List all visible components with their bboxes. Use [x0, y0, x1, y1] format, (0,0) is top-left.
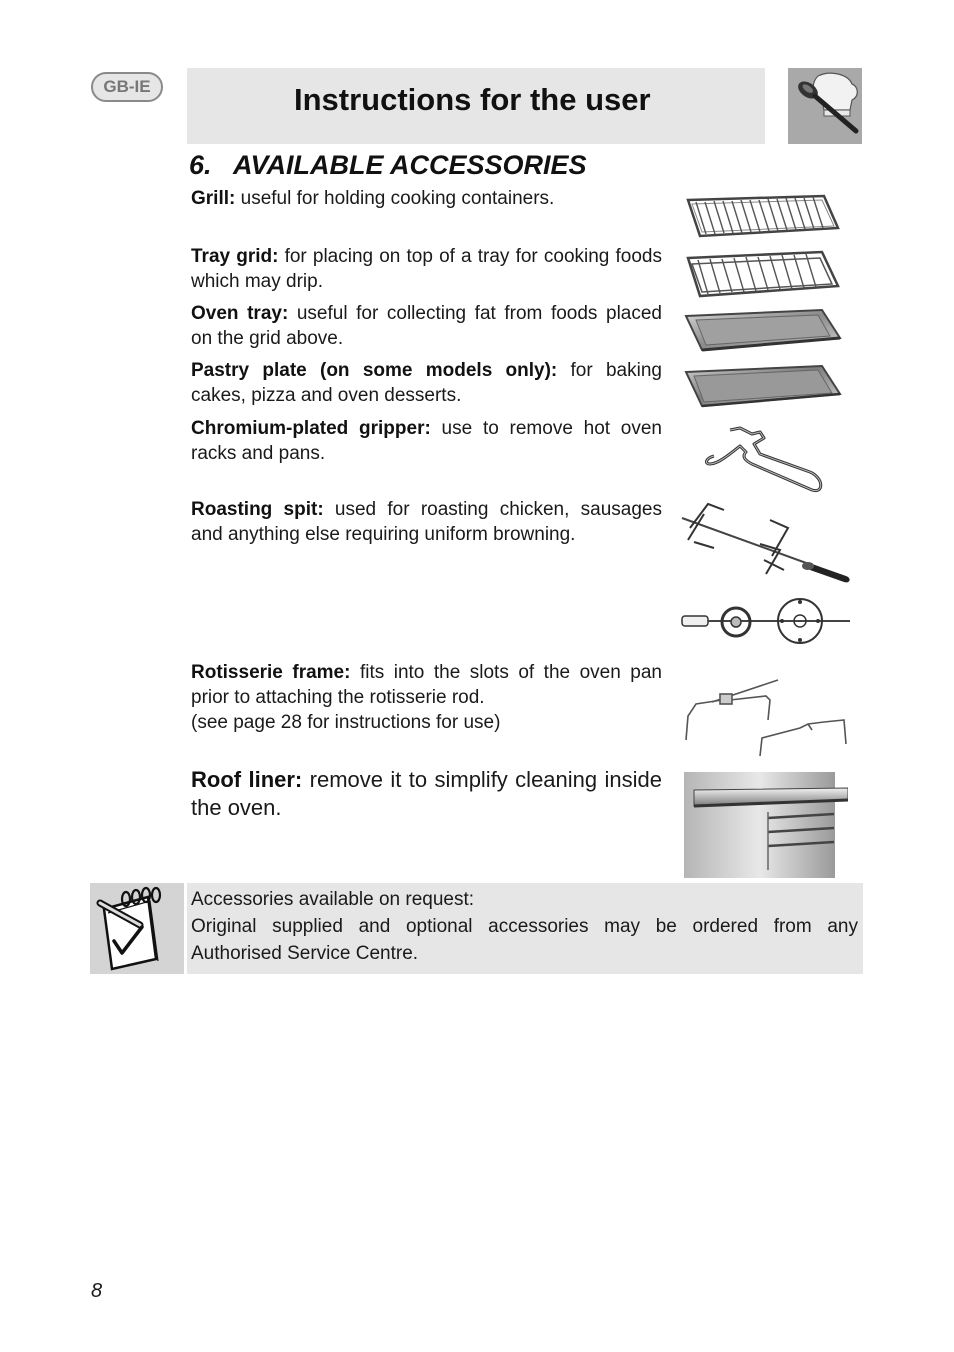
note-heading: Accessories available on request:	[191, 889, 475, 910]
accessory-desc: for placing on top of a tray for cooking foods which may drip.	[191, 246, 662, 292]
accessory-roof-liner	[191, 766, 662, 822]
section-heading	[189, 150, 587, 181]
page-title: Instructions for the user	[294, 82, 651, 117]
accessory-gripper	[191, 416, 662, 466]
accessory-name: Grill:	[191, 188, 236, 209]
section-title: AVAILABLE ACCESSORIES	[233, 150, 587, 180]
accessory-grill	[191, 186, 662, 211]
accessory-oven-tray	[191, 301, 662, 351]
oven-tray-image	[682, 306, 844, 356]
note-body: Original supplied and optional accessories may be ordered from any Authorised Service Centre.	[191, 916, 858, 964]
accessory-desc: fits into the slots of the oven pan prior to attaching the rotisserie rod.	[191, 662, 662, 708]
accessory-roasting-spit	[191, 497, 662, 547]
grill-image	[682, 192, 842, 240]
accessory-name: Roof liner:	[191, 767, 303, 792]
chef-spoon-icon	[788, 68, 862, 144]
accessory-desc: use to remove hot oven racks and pans.	[191, 418, 662, 464]
note-text	[191, 886, 858, 967]
accessory-desc: used for roasting chicken, sausages and anything else requiring uniform browning.	[191, 499, 662, 545]
accessory-name: Pastry plate (on some models only):	[191, 360, 558, 381]
roasting-spit-image	[680, 500, 852, 586]
pastry-plate-image	[682, 362, 844, 412]
accessory-name: Rotisserie frame:	[191, 662, 351, 683]
accessory-desc: for baking cakes, pizza and oven desserts.	[191, 360, 662, 406]
spit-forks-image	[680, 592, 852, 654]
roof-liner-image	[684, 772, 848, 878]
notepad-check-icon	[90, 883, 184, 974]
accessory-name: Roasting spit:	[191, 499, 324, 520]
tray-grid-image	[682, 248, 842, 300]
section-number: 6.	[189, 150, 212, 180]
accessory-desc: remove it to simplify cleaning inside the oven.	[191, 767, 662, 820]
accessory-name: Chromium-plated gripper:	[191, 418, 431, 439]
accessory-name: Tray grid:	[191, 246, 279, 267]
accessory-name: Oven tray:	[191, 303, 289, 324]
accessory-desc: useful for collecting fat from foods placed on the grid above.	[191, 303, 662, 349]
page-header	[187, 68, 765, 144]
rotisserie-frame-image	[682, 676, 852, 760]
note-divider	[184, 883, 187, 974]
accessory-desc: useful for holding cooking containers.	[235, 188, 555, 209]
accessory-note: (see page 28 for instructions for use)	[191, 712, 501, 733]
accessory-pastry-plate	[191, 358, 662, 408]
accessory-tray-grid	[191, 244, 662, 294]
gripper-image	[700, 424, 828, 498]
language-badge: GB-IE	[91, 72, 163, 102]
accessory-note-box	[90, 883, 863, 974]
page-number: 8	[91, 1280, 103, 1302]
accessory-rotisserie-frame	[191, 660, 662, 735]
